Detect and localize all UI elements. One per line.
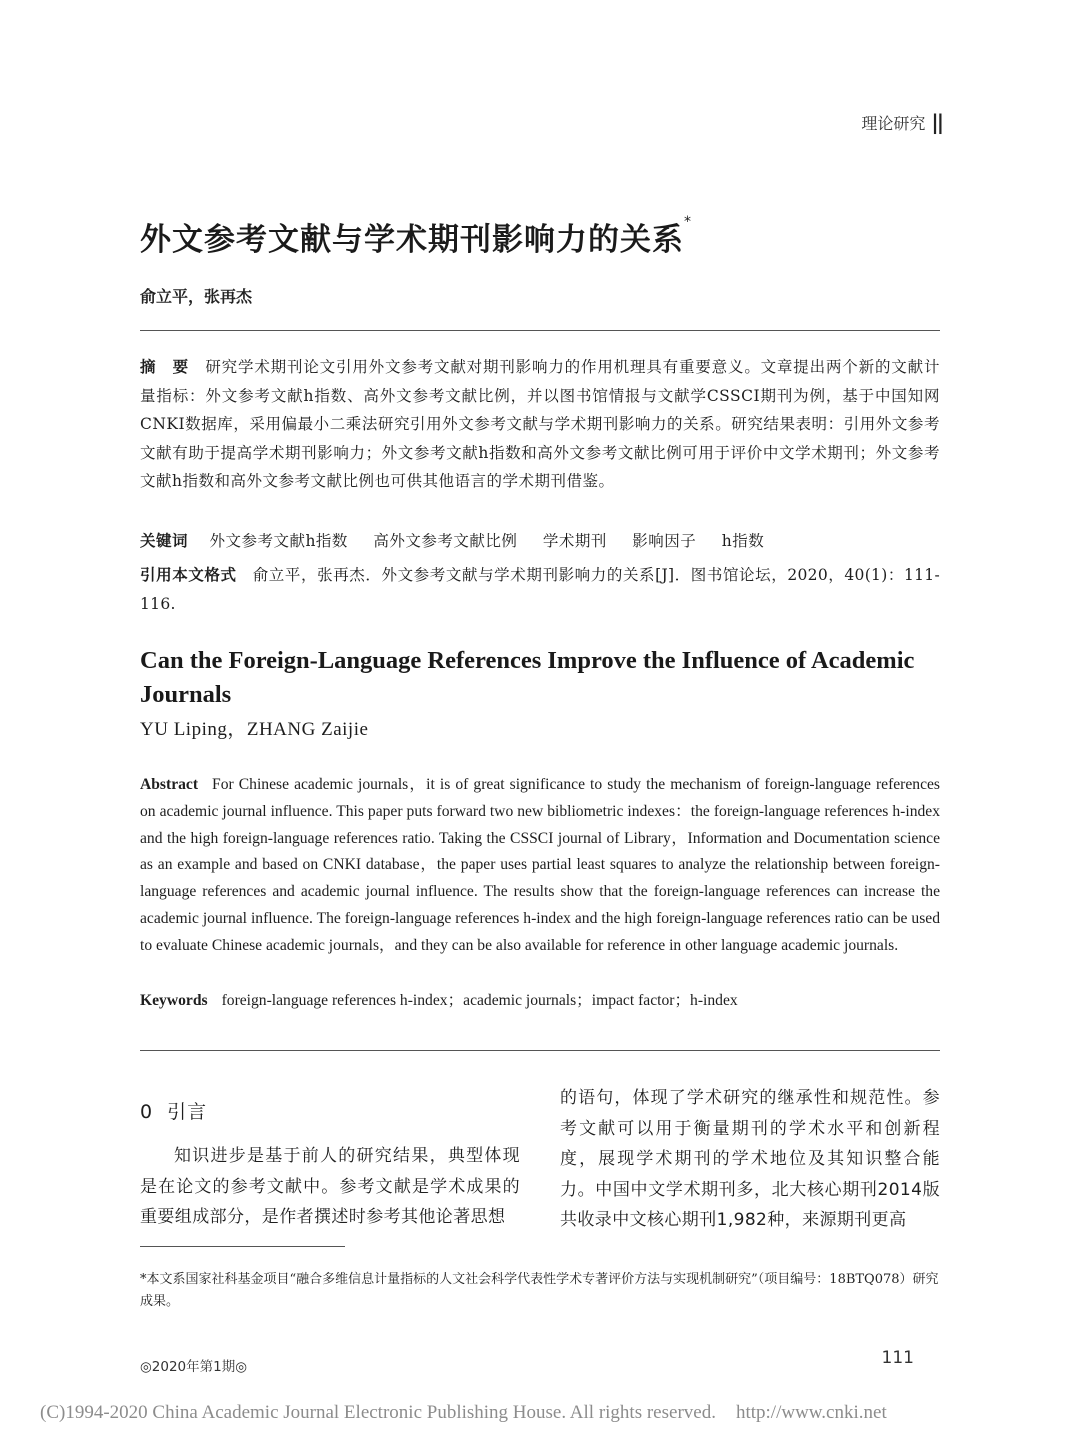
divider-bottom bbox=[140, 1050, 940, 1051]
title-en: Can the Foreign-Language References Improve the Influence of Academic Journals bbox=[140, 647, 915, 708]
body-column-right: 的语句，体现了学术研究的继承性和规范性。参考文献可以用于衡量期刊的学术水平和创新程度，展现学术期刊的学术地位及其知识整合能力。中国中文学术期刊多，北大核心期刊2014版共收录中文核心期刊1,982种，来源期刊更高 bbox=[560, 1088, 940, 1230]
issue-label: ◎2020年第1期◎ bbox=[140, 1359, 248, 1375]
copyright-notice bbox=[40, 1402, 887, 1424]
running-head-section: 理论研究 bbox=[861, 113, 926, 133]
authors-cn: 俞立平，张再杰 bbox=[140, 287, 253, 306]
keywords-en-label: Keywords bbox=[140, 992, 208, 1009]
abstract-en bbox=[140, 772, 940, 960]
running-head bbox=[861, 110, 942, 134]
section-heading bbox=[140, 1097, 221, 1124]
title-cn bbox=[140, 214, 692, 259]
title-footnote-marker: * bbox=[684, 214, 692, 230]
keyword-cn: 高外文参考文献比例 bbox=[373, 532, 518, 550]
citation-cn-label: 引用本文格式 bbox=[140, 566, 237, 584]
body-column-left: 知识进步是基于前人的研究结果，典型体现是在论文的参考文献中。参考文献是学术成果的重要组成部分，是作者撰述时参考其他论著思想 bbox=[140, 1146, 520, 1227]
keywords-cn-label: 关键词 bbox=[140, 532, 189, 550]
keyword-cn: h指数 bbox=[721, 532, 765, 550]
copyright-url: http://www.cnki.net bbox=[735, 1402, 887, 1423]
divider-top bbox=[140, 330, 940, 331]
keyword-cn: 外文参考文献h指数 bbox=[209, 532, 348, 550]
keyword-cn: 学术期刊 bbox=[542, 532, 607, 550]
abstract-cn-text: 研究学术期刊论文引用外文参考文献对期刊影响力的作用机理具有重要意义。文章提出两个新的文献计量指标：外文参考文献h指数、高外文参考文献比例，并以图书馆情报与文献学CSSCI期刊为例，基于中国知网CNKI数据库，采用偏最小二乘法研究引用外文参考文献与学术期刊影响力的关系。研究结果表明：引用外文参考文献有助于提高学术期刊影响力；外文参考文献h指数和高外文参考文献比例可用于评价中文学术期刊；外文参考文献h指数和高外文参考文献比例也可供其他语言的学术期刊借鉴。 bbox=[140, 358, 940, 490]
running-head-bars-icon: || bbox=[931, 110, 942, 134]
abstract-cn bbox=[140, 353, 940, 496]
abstract-en-label: Abstract bbox=[140, 776, 199, 793]
keywords-cn bbox=[140, 527, 940, 555]
section-title: 引言 bbox=[167, 1101, 208, 1123]
footnote-divider bbox=[140, 1246, 345, 1247]
citation-cn bbox=[140, 561, 940, 619]
keywords-en bbox=[140, 988, 940, 1014]
section-number: 0 bbox=[140, 1101, 154, 1123]
keyword-cn: 影响因子 bbox=[632, 532, 697, 550]
footnote: *本文系国家社科基金项目“融合多维信息计量指标的人文社会科学代表性学术专著评价方法与实现机制研究”（项目编号：18BTQ078）研究成果。 bbox=[140, 1272, 939, 1309]
copyright-text: (C)1994-2020 China Academic Journal Electronic Publishing House. All rights reserved. bbox=[40, 1402, 716, 1423]
keywords-en-text: foreign-language references h-index；academic journals；impact factor；h-index bbox=[221, 992, 738, 1009]
abstract-cn-label: 摘 要 bbox=[140, 358, 189, 376]
page-number: 111 bbox=[881, 1348, 914, 1368]
authors-en: YU Liping，ZHANG Zaijie bbox=[140, 719, 369, 740]
abstract-en-text: For Chinese academic journals，it is of great significance to study the mechanism of foreign-language references on academic journal influence. This paper puts forward two new bibliometric indexes：the foreign-language references h-index and the high foreign-language references ratio. Taking the CSSCI journal of Library，Information and Documentation science as an example and based on CNKI database，the paper uses partial least squares to analyze the relationship between foreign-language references and academic journal influence. The results show that the foreign-language references can increase the academic journal influence. The foreign-language references h-index and the high foreign-language references ratio can be used to evaluate Chinese academic journals，and they can be also available for reference in other language academic journals. bbox=[140, 776, 940, 954]
title-cn-text: 外文参考文献与学术期刊影响力的关系 bbox=[140, 222, 684, 258]
citation-cn-text: 俞立平，张再杰．外文参考文献与学术期刊影响力的关系[J]．图书馆论坛，2020，40(1)：111-116. bbox=[140, 566, 940, 613]
